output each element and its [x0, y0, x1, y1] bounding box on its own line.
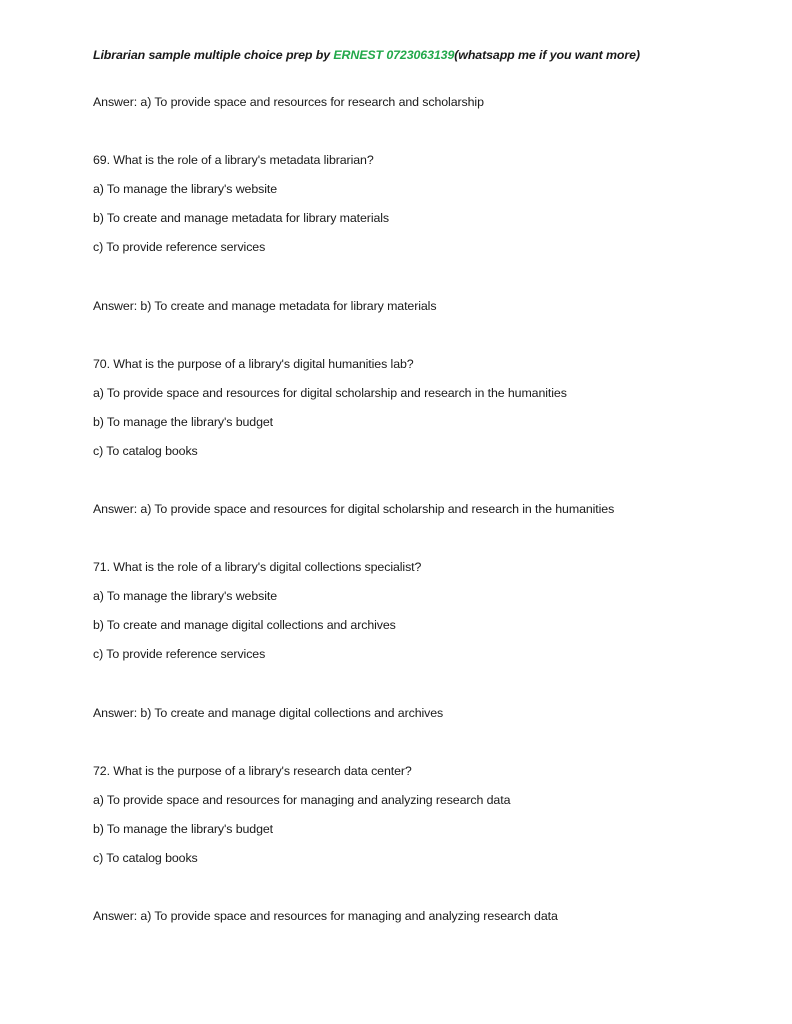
question-text: 70. What is the purpose of a library's digital humanities lab?	[93, 357, 414, 371]
option-text: b) To manage the library's budget	[93, 415, 273, 429]
header-contact: ERNEST 0723063139	[333, 48, 455, 62]
option-text: a) To manage the library's website	[93, 182, 278, 196]
header-suffix: (whatsapp me if you want more)	[454, 48, 640, 62]
answer-text: Answer: b) To create and manage metadata for library materials	[93, 299, 437, 313]
question-text: 69. What is the role of a library's metadata librarian?	[93, 153, 374, 167]
question-text: 71. What is the role of a library's digital collections specialist?	[93, 560, 422, 574]
question-text: 72. What is the purpose of a library's research data center?	[93, 764, 412, 778]
option-text: a) To provide space and resources for digital scholarship and research in the humanities	[93, 386, 567, 400]
option-text: c) To catalog books	[93, 851, 198, 865]
answer-text: Answer: a) To provide space and resources for digital scholarship and research in the humanities	[93, 502, 615, 516]
option-text: b) To manage the library's budget	[93, 822, 273, 836]
page-header	[93, 47, 640, 63]
option-text: a) To provide space and resources for managing and analyzing research data	[93, 793, 511, 807]
answer-text: Answer: a) To provide space and resources for managing and analyzing research data	[93, 909, 558, 923]
option-text: b) To create and manage metadata for library materials	[93, 211, 390, 225]
option-text: b) To create and manage digital collections and archives	[93, 618, 396, 632]
leading-answer: Answer: a) To provide space and resources for research and scholarship	[93, 95, 484, 109]
option-text: c) To provide reference services	[93, 647, 266, 661]
answer-text: Answer: b) To create and manage digital collections and archives	[93, 706, 444, 720]
option-text: a) To manage the library's website	[93, 589, 278, 603]
header-prefix: Librarian sample multiple choice prep by	[93, 48, 334, 62]
option-text: c) To provide reference services	[93, 240, 266, 254]
option-text: c) To catalog books	[93, 444, 198, 458]
